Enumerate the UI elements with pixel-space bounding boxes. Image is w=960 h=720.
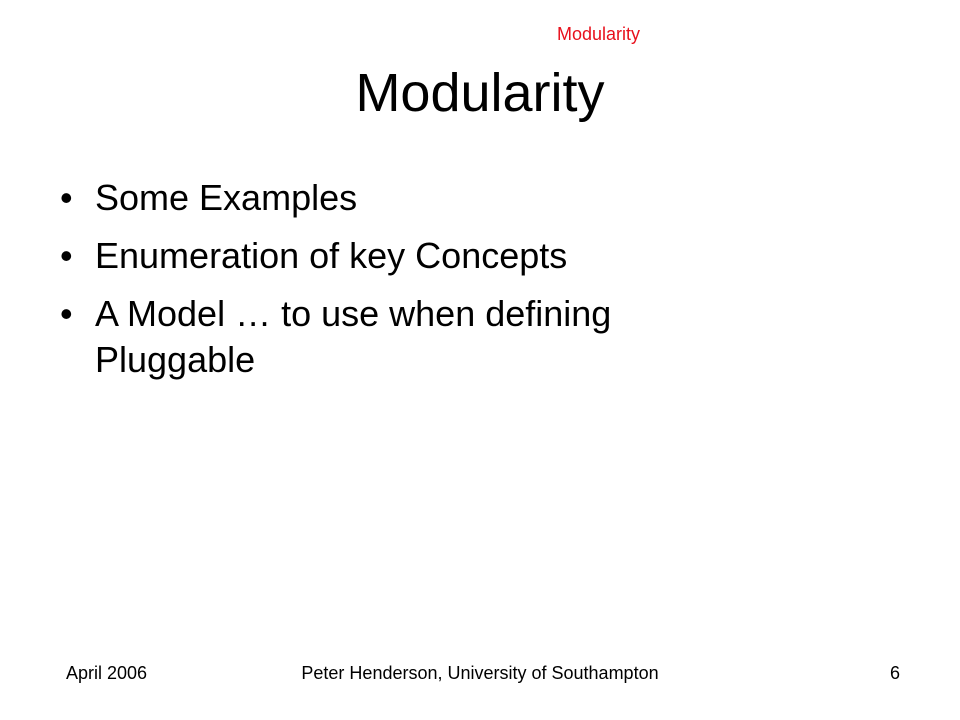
- bullet-text: A Model … to use when defining Pluggable: [95, 293, 612, 380]
- bullet-text: Enumeration of key Concepts: [95, 235, 568, 276]
- bullet-list: [60, 175, 860, 395]
- bullet-text: Some Examples: [95, 177, 358, 218]
- slide-title: Modularity: [355, 63, 605, 123]
- footer-date: April 2006: [66, 663, 148, 683]
- bullet-icon: •: [60, 235, 73, 276]
- bullet-item: [60, 175, 860, 221]
- header-tag: Modularity: [557, 24, 641, 44]
- bullet-icon: •: [60, 177, 73, 218]
- footer-author: Peter Henderson, University of Southampton: [301, 663, 659, 683]
- page-number: 6: [889, 663, 900, 683]
- bullet-icon: •: [60, 293, 73, 334]
- bullet-item: [60, 291, 860, 383]
- bullet-item: [60, 233, 860, 279]
